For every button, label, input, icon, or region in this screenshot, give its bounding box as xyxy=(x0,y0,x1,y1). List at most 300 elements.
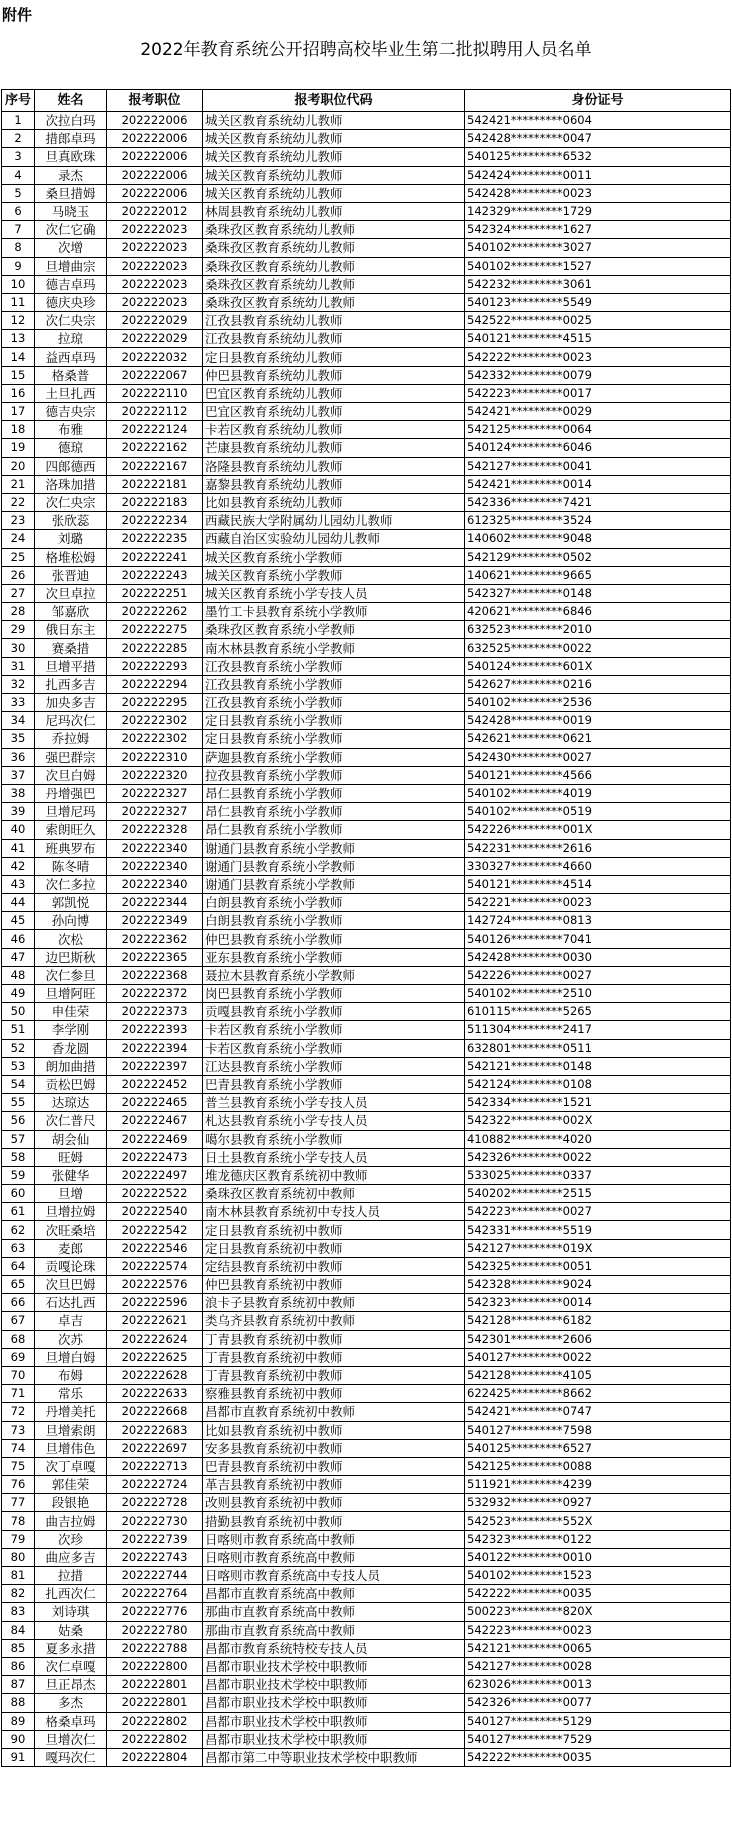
cell-no: 36 xyxy=(2,748,35,766)
table-row xyxy=(2,1730,731,1748)
table-row xyxy=(2,712,731,730)
table-row xyxy=(2,439,731,457)
cell-id-number: 142724*********0813 xyxy=(465,912,731,930)
cell-id-number: 542430*********0027 xyxy=(465,748,731,766)
table-row xyxy=(2,966,731,984)
cell-position: 202222320 xyxy=(107,766,203,784)
cell-position-code: 谢通门县教育系统小学教师 xyxy=(203,839,465,857)
cell-position: 202222110 xyxy=(107,384,203,402)
cell-id-number: 410882*********4020 xyxy=(465,1130,731,1148)
cell-id-number: 532932*********0927 xyxy=(465,1494,731,1512)
cell-no: 68 xyxy=(2,1330,35,1348)
cell-name: 益西卓玛 xyxy=(35,348,107,366)
cell-no: 4 xyxy=(2,166,35,184)
cell-position-code: 岗巴县教育系统小学教师 xyxy=(203,985,465,1003)
cell-position-code: 比如县教育系统幼儿教师 xyxy=(203,493,465,511)
cell-position: 202222023 xyxy=(107,275,203,293)
cell-position: 202222394 xyxy=(107,1039,203,1057)
cell-id-number: 540124*********601X xyxy=(465,657,731,675)
cell-id-number: 330327*********4660 xyxy=(465,857,731,875)
table-row xyxy=(2,512,731,530)
cell-id-number: 542128*********6182 xyxy=(465,1312,731,1330)
cell-name: 旦增次仁 xyxy=(35,1730,107,1748)
column-header-name: 姓名 xyxy=(35,90,107,112)
cell-position-code: 江孜县教育系统小学教师 xyxy=(203,657,465,675)
table-row xyxy=(2,584,731,602)
cell-id-number: 542222*********0023 xyxy=(465,348,731,366)
cell-name: 次旦巴姆 xyxy=(35,1276,107,1294)
cell-name: 次增 xyxy=(35,239,107,257)
cell-position: 202222340 xyxy=(107,875,203,893)
cell-name: 张健华 xyxy=(35,1166,107,1184)
cell-position: 202222327 xyxy=(107,784,203,802)
cell-position-code: 桑珠孜区教育系统幼儿教师 xyxy=(203,293,465,311)
cell-no: 47 xyxy=(2,948,35,966)
cell-position-code: 日土县教育系统小学专技人员 xyxy=(203,1148,465,1166)
cell-name: 旦增伟色 xyxy=(35,1439,107,1457)
cell-name: 常乐 xyxy=(35,1385,107,1403)
cell-position-code: 白朗县教育系统小学教师 xyxy=(203,912,465,930)
cell-name: 次拉白玛 xyxy=(35,112,107,130)
cell-position-code: 丁青县教育系统初中教师 xyxy=(203,1366,465,1384)
cell-name: 次松 xyxy=(35,930,107,948)
cell-no: 70 xyxy=(2,1366,35,1384)
cell-no: 50 xyxy=(2,1003,35,1021)
cell-no: 29 xyxy=(2,621,35,639)
cell-name: 旦增尼玛 xyxy=(35,803,107,821)
cell-position: 202222497 xyxy=(107,1166,203,1184)
cell-id-number: 540102*********1527 xyxy=(465,257,731,275)
table-row xyxy=(2,1657,731,1675)
cell-id-number: 540127*********7529 xyxy=(465,1730,731,1748)
table-row xyxy=(2,348,731,366)
table-row xyxy=(2,985,731,1003)
cell-name: 邹嘉欣 xyxy=(35,603,107,621)
cell-position: 202222800 xyxy=(107,1657,203,1675)
cell-position-code: 日喀则市教育系统高中教师 xyxy=(203,1548,465,1566)
cell-position: 202222234 xyxy=(107,512,203,530)
cell-position-code: 林周县教育系统幼儿教师 xyxy=(203,202,465,220)
cell-no: 61 xyxy=(2,1203,35,1221)
cell-name: 胡会仙 xyxy=(35,1130,107,1148)
table-row xyxy=(2,1185,731,1203)
table-row xyxy=(2,1621,731,1639)
cell-no: 84 xyxy=(2,1621,35,1639)
cell-position: 202222452 xyxy=(107,1075,203,1093)
cell-no: 77 xyxy=(2,1494,35,1512)
cell-no: 38 xyxy=(2,784,35,802)
table-row xyxy=(2,1712,731,1730)
cell-name: 姑桑 xyxy=(35,1621,107,1639)
cell-id-number: 542324*********1627 xyxy=(465,221,731,239)
cell-position-code: 西藏自治区实验幼儿园幼儿教师 xyxy=(203,530,465,548)
cell-no: 44 xyxy=(2,894,35,912)
table-row xyxy=(2,1075,731,1093)
cell-position: 202222469 xyxy=(107,1130,203,1148)
table-row xyxy=(2,493,731,511)
cell-id-number: 540121*********4514 xyxy=(465,875,731,893)
cell-id-number: 540122*********0010 xyxy=(465,1548,731,1566)
cell-position: 202222006 xyxy=(107,112,203,130)
cell-position-code: 桑珠孜区教育系统初中教师 xyxy=(203,1185,465,1203)
cell-id-number: 542421*********0029 xyxy=(465,403,731,421)
cell-no: 23 xyxy=(2,512,35,530)
cell-no: 59 xyxy=(2,1166,35,1184)
cell-position: 202222023 xyxy=(107,293,203,311)
cell-position: 202222372 xyxy=(107,985,203,1003)
cell-position-code: 聂拉木县教育系统小学教师 xyxy=(203,966,465,984)
cell-position-code: 江孜县教育系统幼儿教师 xyxy=(203,312,465,330)
cell-no: 8 xyxy=(2,239,35,257)
cell-position: 202222576 xyxy=(107,1276,203,1294)
cell-position: 202222522 xyxy=(107,1185,203,1203)
cell-position-code: 昂仁县教育系统小学教师 xyxy=(203,784,465,802)
cell-name: 索朗旺久 xyxy=(35,821,107,839)
table-row xyxy=(2,112,731,130)
cell-no: 25 xyxy=(2,548,35,566)
table-row xyxy=(2,784,731,802)
cell-position-code: 卡若区教育系统小学教师 xyxy=(203,1039,465,1057)
cell-id-number: 542336*********7421 xyxy=(465,493,731,511)
table-row xyxy=(2,730,731,748)
table-row xyxy=(2,1148,731,1166)
cell-id-number: 533025*********0337 xyxy=(465,1166,731,1184)
cell-id-number: 540102*********4019 xyxy=(465,784,731,802)
column-header-id-number: 身份证号 xyxy=(465,90,731,112)
cell-no: 76 xyxy=(2,1476,35,1494)
table-row xyxy=(2,1239,731,1257)
table-row xyxy=(2,639,731,657)
cell-no: 42 xyxy=(2,857,35,875)
cell-name: 旦真欧珠 xyxy=(35,148,107,166)
cell-position: 202222473 xyxy=(107,1148,203,1166)
cell-no: 39 xyxy=(2,803,35,821)
cell-id-number: 540121*********4515 xyxy=(465,330,731,348)
cell-position-code: 定结县教育系统初中教师 xyxy=(203,1257,465,1275)
candidate-table xyxy=(1,89,731,1767)
table-row xyxy=(2,803,731,821)
cell-id-number: 540126*********7041 xyxy=(465,930,731,948)
cell-id-number: 542428*********0023 xyxy=(465,184,731,202)
table-row xyxy=(2,221,731,239)
cell-position: 202222546 xyxy=(107,1239,203,1257)
cell-position-code: 江达县教育系统小学教师 xyxy=(203,1057,465,1075)
table-row xyxy=(2,1130,731,1148)
cell-name: 申佳荣 xyxy=(35,1003,107,1021)
cell-name: 郭佳荣 xyxy=(35,1476,107,1494)
cell-no: 21 xyxy=(2,475,35,493)
table-row xyxy=(2,603,731,621)
table-row xyxy=(2,839,731,857)
table-row xyxy=(2,457,731,475)
cell-no: 3 xyxy=(2,148,35,166)
cell-position-code: 墨竹工卡县教育系统小学教师 xyxy=(203,603,465,621)
cell-name: 刘诗琪 xyxy=(35,1603,107,1621)
table-row xyxy=(2,530,731,548)
table-row xyxy=(2,657,731,675)
cell-name: 旦增 xyxy=(35,1185,107,1203)
cell-no: 74 xyxy=(2,1439,35,1457)
table-row xyxy=(2,166,731,184)
cell-name: 孙向博 xyxy=(35,912,107,930)
cell-position: 202222397 xyxy=(107,1057,203,1075)
cell-position: 202222181 xyxy=(107,475,203,493)
cell-no: 83 xyxy=(2,1603,35,1621)
cell-position-code: 南木林县教育系统小学教师 xyxy=(203,639,465,657)
cell-no: 10 xyxy=(2,275,35,293)
table-row xyxy=(2,1112,731,1130)
cell-name: 德庆央珍 xyxy=(35,293,107,311)
cell-position: 202222029 xyxy=(107,312,203,330)
cell-name: 达琼达 xyxy=(35,1094,107,1112)
cell-position: 202222621 xyxy=(107,1312,203,1330)
cell-name: 旦增曲宗 xyxy=(35,257,107,275)
cell-position-code: 巴宜区教育系统幼儿教师 xyxy=(203,403,465,421)
cell-position: 202222542 xyxy=(107,1221,203,1239)
cell-position: 202222683 xyxy=(107,1421,203,1439)
cell-position: 202222235 xyxy=(107,530,203,548)
table-row xyxy=(2,1603,731,1621)
cell-id-number: 542125*********0064 xyxy=(465,421,731,439)
cell-position-code: 仲巴县教育系统初中教师 xyxy=(203,1276,465,1294)
table-row xyxy=(2,694,731,712)
cell-name: 土旦扎西 xyxy=(35,384,107,402)
cell-position-code: 噶尔县教育系统小学教师 xyxy=(203,1130,465,1148)
cell-no: 55 xyxy=(2,1094,35,1112)
cell-position-code: 昂仁县教育系统小学教师 xyxy=(203,821,465,839)
cell-id-number: 542522*********0025 xyxy=(465,312,731,330)
cell-name: 德琼 xyxy=(35,439,107,457)
cell-name: 尼玛次仁 xyxy=(35,712,107,730)
cell-name: 夏多永措 xyxy=(35,1639,107,1657)
table-row xyxy=(2,1567,731,1585)
cell-position: 202222340 xyxy=(107,857,203,875)
cell-name: 次苏 xyxy=(35,1330,107,1348)
cell-position: 202222302 xyxy=(107,730,203,748)
cell-name: 次仁卓嘎 xyxy=(35,1657,107,1675)
cell-position: 202222167 xyxy=(107,457,203,475)
cell-name: 次仁央宗 xyxy=(35,312,107,330)
cell-position-code: 札达县教育系统小学专技人员 xyxy=(203,1112,465,1130)
cell-id-number: 542127*********0041 xyxy=(465,457,731,475)
cell-name: 次丁卓嘎 xyxy=(35,1457,107,1475)
cell-position: 202222633 xyxy=(107,1385,203,1403)
cell-name: 格桑卓玛 xyxy=(35,1712,107,1730)
table-row xyxy=(2,1676,731,1694)
cell-name: 桑旦措姆 xyxy=(35,184,107,202)
cell-id-number: 511304*********2417 xyxy=(465,1021,731,1039)
cell-id-number: 540202*********2515 xyxy=(465,1185,731,1203)
cell-name: 丹增强巴 xyxy=(35,784,107,802)
cell-no: 13 xyxy=(2,330,35,348)
cell-no: 27 xyxy=(2,584,35,602)
cell-position-code: 萨迦县教育系统小学教师 xyxy=(203,748,465,766)
cell-name: 多杰 xyxy=(35,1694,107,1712)
cell-id-number: 542223*********0023 xyxy=(465,1621,731,1639)
cell-position: 202222349 xyxy=(107,912,203,930)
cell-position-code: 昌都市职业技术学校中职教师 xyxy=(203,1694,465,1712)
cell-no: 53 xyxy=(2,1057,35,1075)
cell-name: 乔拉姆 xyxy=(35,730,107,748)
cell-no: 24 xyxy=(2,530,35,548)
cell-position: 202222802 xyxy=(107,1730,203,1748)
table-row xyxy=(2,821,731,839)
cell-no: 14 xyxy=(2,348,35,366)
cell-no: 69 xyxy=(2,1348,35,1366)
cell-name: 四郎德西 xyxy=(35,457,107,475)
cell-position-code: 丁青县教育系统初中教师 xyxy=(203,1348,465,1366)
table-row xyxy=(2,421,731,439)
cell-id-number: 540102*********3027 xyxy=(465,239,731,257)
cell-no: 63 xyxy=(2,1239,35,1257)
table-row xyxy=(2,912,731,930)
cell-id-number: 542129*********0502 xyxy=(465,548,731,566)
cell-id-number: 542223*********0017 xyxy=(465,384,731,402)
cell-position: 202222344 xyxy=(107,894,203,912)
cell-no: 2 xyxy=(2,130,35,148)
cell-no: 30 xyxy=(2,639,35,657)
cell-position: 202222574 xyxy=(107,1257,203,1275)
table-row xyxy=(2,1457,731,1475)
cell-no: 64 xyxy=(2,1257,35,1275)
cell-position: 202222393 xyxy=(107,1021,203,1039)
table-row xyxy=(2,566,731,584)
cell-position: 202222668 xyxy=(107,1403,203,1421)
table-row xyxy=(2,1421,731,1439)
cell-id-number: 542325*********0051 xyxy=(465,1257,731,1275)
column-header-no: 序号 xyxy=(2,90,35,112)
cell-no: 71 xyxy=(2,1385,35,1403)
table-row xyxy=(2,1748,731,1766)
cell-no: 78 xyxy=(2,1512,35,1530)
cell-position: 202222788 xyxy=(107,1639,203,1657)
cell-name: 旺姆 xyxy=(35,1148,107,1166)
cell-position-code: 江孜县教育系统幼儿教师 xyxy=(203,330,465,348)
cell-no: 34 xyxy=(2,712,35,730)
cell-position-code: 昂仁县教育系统小学教师 xyxy=(203,803,465,821)
cell-name: 德吉央宗 xyxy=(35,403,107,421)
cell-id-number: 542323*********0122 xyxy=(465,1530,731,1548)
cell-id-number: 542326*********0077 xyxy=(465,1694,731,1712)
table-row xyxy=(2,1366,731,1384)
cell-position: 202222713 xyxy=(107,1457,203,1475)
cell-name: 赛桑措 xyxy=(35,639,107,657)
cell-name: 张欣蕊 xyxy=(35,512,107,530)
cell-no: 49 xyxy=(2,985,35,1003)
cell-id-number: 542421*********0604 xyxy=(465,112,731,130)
cell-position-code: 城关区教育系统幼儿教师 xyxy=(203,130,465,148)
cell-no: 16 xyxy=(2,384,35,402)
cell-no: 18 xyxy=(2,421,35,439)
cell-position-code: 安多县教育系统初中教师 xyxy=(203,1439,465,1457)
cell-id-number: 542428*********0047 xyxy=(465,130,731,148)
cell-position-code: 江孜县教育系统小学教师 xyxy=(203,694,465,712)
cell-position: 202222310 xyxy=(107,748,203,766)
cell-no: 35 xyxy=(2,730,35,748)
cell-no: 87 xyxy=(2,1676,35,1694)
cell-id-number: 542301*********2606 xyxy=(465,1330,731,1348)
cell-position-code: 仲巴县教育系统小学教师 xyxy=(203,930,465,948)
cell-id-number: 542328*********9024 xyxy=(465,1276,731,1294)
table-row xyxy=(2,1530,731,1548)
cell-id-number: 420621*********6846 xyxy=(465,603,731,621)
cell-id-number: 610115*********5265 xyxy=(465,1003,731,1021)
cell-name: 卓吉 xyxy=(35,1312,107,1330)
cell-position: 202222295 xyxy=(107,694,203,712)
cell-no: 66 xyxy=(2,1294,35,1312)
cell-position-code: 谢通门县教育系统小学教师 xyxy=(203,857,465,875)
cell-position-code: 巴青县教育系统小学教师 xyxy=(203,1075,465,1093)
cell-position-code: 浪卡子县教育系统初中教师 xyxy=(203,1294,465,1312)
cell-id-number: 542226*********001X xyxy=(465,821,731,839)
cell-name: 格桑普 xyxy=(35,366,107,384)
cell-position: 202222743 xyxy=(107,1548,203,1566)
cell-position-code: 类乌齐县教育系统初中教师 xyxy=(203,1312,465,1330)
cell-id-number: 542226*********0027 xyxy=(465,966,731,984)
cell-name: 曲吉拉姆 xyxy=(35,1512,107,1530)
cell-no: 72 xyxy=(2,1403,35,1421)
cell-position: 202222764 xyxy=(107,1585,203,1603)
cell-id-number: 542232*********3061 xyxy=(465,275,731,293)
cell-position-code: 昌都市职业技术学校中职教师 xyxy=(203,1657,465,1675)
cell-no: 62 xyxy=(2,1221,35,1239)
cell-position: 202222368 xyxy=(107,966,203,984)
cell-name: 次旺桑培 xyxy=(35,1221,107,1239)
cell-name: 石达扎西 xyxy=(35,1294,107,1312)
cell-position: 202222162 xyxy=(107,439,203,457)
cell-no: 11 xyxy=(2,293,35,311)
table-row xyxy=(2,1330,731,1348)
cell-position: 202222275 xyxy=(107,621,203,639)
cell-name: 次仁参旦 xyxy=(35,966,107,984)
attachment-label: 附件 xyxy=(2,6,33,24)
cell-no: 52 xyxy=(2,1039,35,1057)
table-row xyxy=(2,1639,731,1657)
cell-position: 202222776 xyxy=(107,1603,203,1621)
cell-position: 202222802 xyxy=(107,1712,203,1730)
cell-name: 格堆松姆 xyxy=(35,548,107,566)
cell-position: 202222801 xyxy=(107,1694,203,1712)
cell-position: 202222067 xyxy=(107,366,203,384)
cell-position-code: 措勤县教育系统初中教师 xyxy=(203,1512,465,1530)
cell-no: 7 xyxy=(2,221,35,239)
cell-name: 刘璐 xyxy=(35,530,107,548)
table-row xyxy=(2,239,731,257)
cell-name: 段银艳 xyxy=(35,1494,107,1512)
cell-position: 202222006 xyxy=(107,148,203,166)
cell-id-number: 540102*********2510 xyxy=(465,985,731,1003)
cell-id-number: 140602*********9048 xyxy=(465,530,731,548)
cell-position-code: 桑珠孜区教育系统幼儿教师 xyxy=(203,221,465,239)
cell-name: 录杰 xyxy=(35,166,107,184)
cell-position-code: 城关区教育系统幼儿教师 xyxy=(203,166,465,184)
cell-name: 马晓玉 xyxy=(35,202,107,220)
cell-id-number: 540102*********0519 xyxy=(465,803,731,821)
cell-id-number: 632523*********2010 xyxy=(465,621,731,639)
cell-position: 202222023 xyxy=(107,221,203,239)
cell-position: 202222328 xyxy=(107,821,203,839)
cell-name: 香龙圆 xyxy=(35,1039,107,1057)
table-row xyxy=(2,1203,731,1221)
cell-name: 边巴斯秋 xyxy=(35,948,107,966)
cell-position: 202222294 xyxy=(107,675,203,693)
cell-position-code: 白朗县教育系统小学教师 xyxy=(203,894,465,912)
cell-name: 丹增美托 xyxy=(35,1403,107,1421)
cell-id-number: 540102*********2536 xyxy=(465,694,731,712)
cell-name: 次珍 xyxy=(35,1530,107,1548)
cell-name: 布雅 xyxy=(35,421,107,439)
cell-position-code: 定日县教育系统幼儿教师 xyxy=(203,348,465,366)
